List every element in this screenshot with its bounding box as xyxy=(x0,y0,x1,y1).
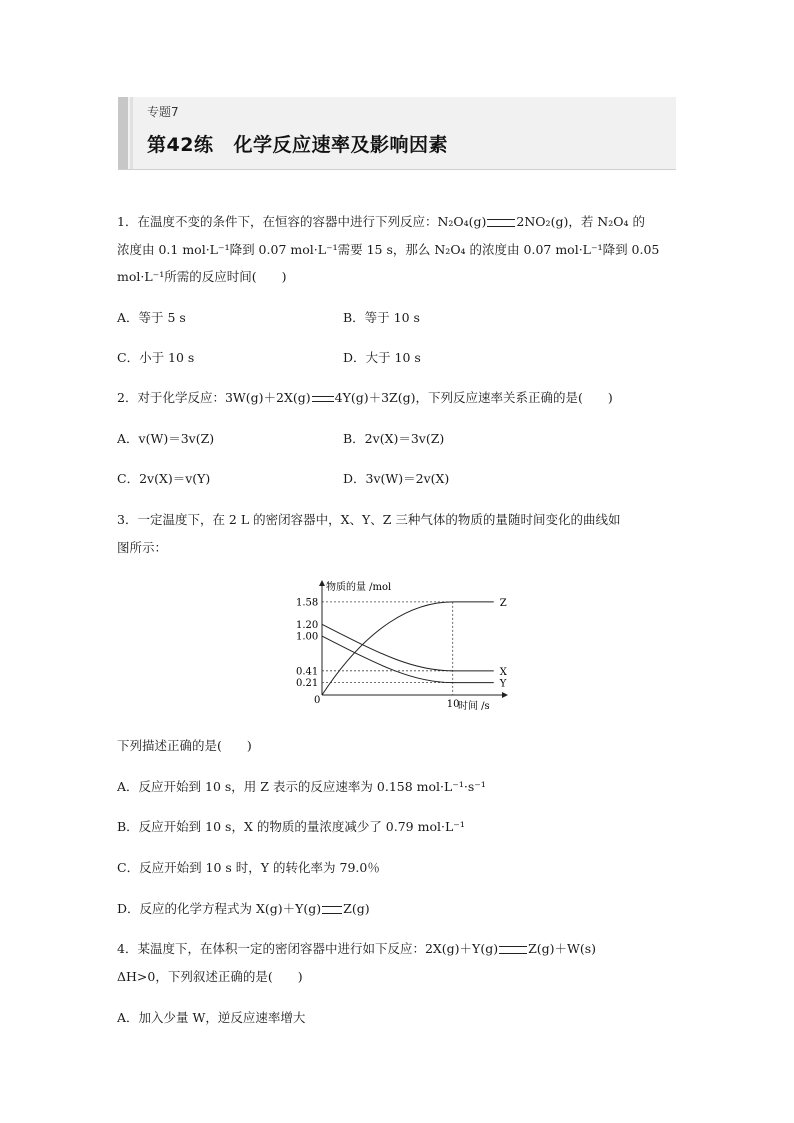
q3-option-b[interactable]: B．反应开始到 10 s，X 的物质的量浓度减少了 0.79 mol·L⁻¹ xyxy=(117,819,465,834)
q2-option-d[interactable]: D．3v(W)＝2v(X) xyxy=(343,471,450,486)
y-tick-label: 1.58 xyxy=(296,597,319,609)
q2-option-a[interactable]: A．v(W)＝3v(Z) xyxy=(117,431,215,446)
q1-option-d[interactable]: D．大于 10 s xyxy=(343,350,421,365)
q4-stem-line1: 4．某温度下，在体积一定的密闭容器中进行如下反应：2X(g)＋Y(g) Z(g)＋W(s) xyxy=(117,941,597,956)
q1-option-b[interactable]: B．等于 10 s xyxy=(343,310,420,325)
series-label-y: Y xyxy=(499,678,507,690)
q1-option-c[interactable]: C．小于 10 s xyxy=(117,350,195,365)
series-label-z: Z xyxy=(499,597,507,609)
origin-label: 0 xyxy=(314,695,321,706)
y-tick-label: 1.00 xyxy=(296,631,319,643)
equilibrium-arrow-icon xyxy=(499,946,527,954)
q3-prompt: 下列描述正确的是( ) xyxy=(117,738,252,753)
q4-option-a[interactable]: A．加入少量 W，逆反应速率增大 xyxy=(117,1010,306,1025)
reversible-arrow-icon xyxy=(322,906,342,914)
y-tick-label: 0.21 xyxy=(296,678,319,690)
header-accent-bar-light xyxy=(130,97,133,169)
q3-chart xyxy=(290,575,520,715)
y-tick-label: 1.20 xyxy=(296,619,319,631)
y-tick-label: 0.41 xyxy=(296,666,319,678)
q4-stem-line2: ΔH>0，下列叙述正确的是( ) xyxy=(117,969,303,984)
q3-option-d[interactable]: D．反应的化学方程式为 X(g)＋Y(g) Z(g) xyxy=(117,901,370,916)
exercise-title: 化学反应速率及影响因素 xyxy=(233,134,448,156)
equilibrium-arrow-icon xyxy=(487,219,515,227)
q1-stem-line3: mol·L⁻¹所需的反应时间( ) xyxy=(117,269,287,284)
q3-option-a[interactable]: A．反应开始到 10 s，用 Z 表示的反应速率为 0.158 mol·L⁻¹·s⁻¹ xyxy=(117,779,486,794)
series-label-x: X xyxy=(499,666,507,678)
q2-option-b[interactable]: B．2v(X)＝3v(Z) xyxy=(343,431,445,446)
header-accent-bar xyxy=(118,97,128,169)
q2-stem: 2．对于化学反应：3W(g)＋2X(g) 4Y(g)＋3Z(g)，下列反应速率关系正确的是( ) xyxy=(117,390,613,405)
exercise-number: 第42练 xyxy=(147,134,214,156)
q3-option-c[interactable]: C．反应开始到 10 s 时，Y 的转化率为 79.0％ xyxy=(117,860,380,875)
x-axis-label: 时间 /s xyxy=(458,701,490,712)
y-axis-label: 物质的量 /mol xyxy=(326,582,392,593)
q3-stem-line2: 图所示： xyxy=(117,540,168,555)
equals-sign-icon xyxy=(312,396,334,402)
q1-stem-line2: 浓度由 0.1 mol·L⁻¹降到 0.07 mol·L⁻¹需要 15 s，那么 N₂O₄ 的浓度由 0.07 mol·L⁻¹降到 0.05 xyxy=(117,242,660,257)
topic-label: 专题7 xyxy=(147,105,179,119)
q1-stem-line1: 1．在温度不变的条件下，在恒容的容器中进行下列反应：N₂O₄(g) 2NO₂(g)，若 N₂O₄ 的 xyxy=(117,214,645,229)
series-curve-x xyxy=(322,624,453,671)
page-title xyxy=(147,130,448,157)
x-tick-label: 10 xyxy=(446,699,460,710)
series-curve-y xyxy=(322,636,453,683)
q3-stem-line1: 3．一定温度下，在 2 L 的密闭容器中，X、Y、Z 三种气体的物质的量随时间变化的曲线如 xyxy=(117,512,621,527)
q2-option-c[interactable]: C．2v(X)＝v(Y) xyxy=(117,471,211,486)
q1-option-a[interactable]: A．等于 5 s xyxy=(117,310,186,325)
